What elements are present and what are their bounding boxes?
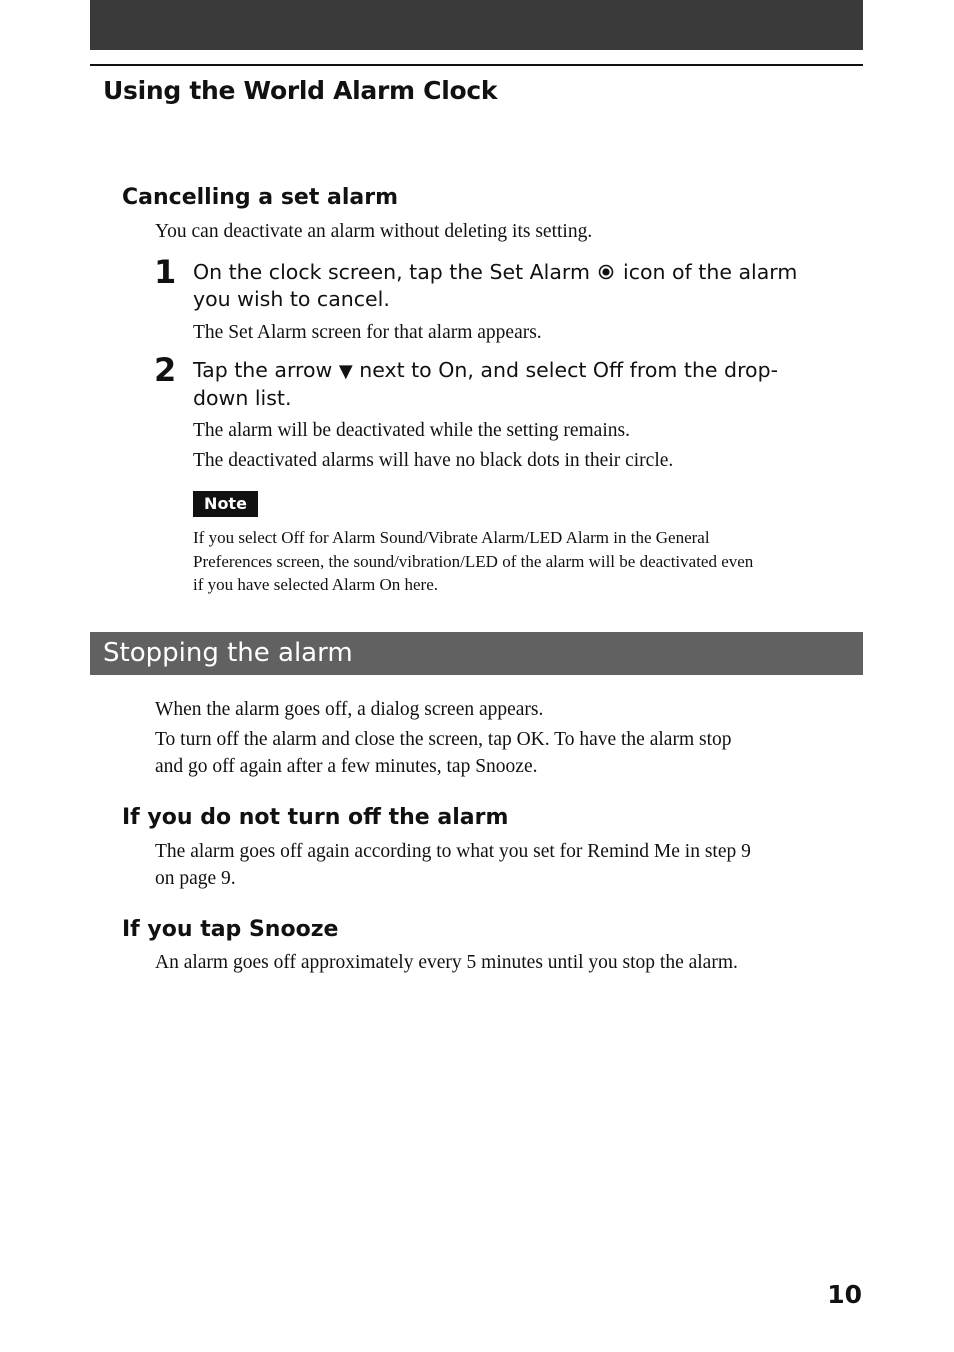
heading-not-turn-off: If you do not turn off the alarm xyxy=(122,805,509,830)
not-turn-off-line2: on page 9. xyxy=(155,868,236,889)
header-bar xyxy=(90,0,863,50)
stopping-p2-line1: To turn off the alarm and close the screen, tap OK. To have the alarm stop xyxy=(155,729,732,750)
page-number: 10 xyxy=(827,1280,862,1309)
not-turn-off-text xyxy=(155,838,855,892)
step-1-result: The Set Alarm screen for that alarm appears. xyxy=(193,322,542,343)
not-turn-off-line1: The alarm goes off again according to what you set for Remind Me in step 9 xyxy=(155,841,751,862)
step-1-text-b: icon of the alarm xyxy=(623,260,798,284)
step-2-result-1: The alarm will be deactivated while the setting remains. xyxy=(193,420,630,441)
step-2-result-2: The deactivated alarms will have no black dots in their circle. xyxy=(193,450,674,471)
step-2-number: 2 xyxy=(154,351,177,389)
step-2-text xyxy=(193,357,853,412)
heading-cancelling: Cancelling a set alarm xyxy=(122,185,399,210)
cancelling-intro: You can deactivate an alarm without deleting its setting. xyxy=(155,221,593,242)
note-badge: Note xyxy=(193,491,258,517)
header-rule xyxy=(90,64,863,66)
step-1-text xyxy=(193,259,853,313)
note-text xyxy=(193,526,868,597)
heading-snooze: If you tap Snooze xyxy=(122,917,339,942)
step-1-text-a: On the clock screen, tap the Set Alarm xyxy=(193,260,590,284)
note-line-2: Preferences screen, the sound/vibration/LED of the alarm will be deactivated even xyxy=(193,551,754,571)
snooze-text: An alarm goes off approximately every 5 minutes until you stop the alarm. xyxy=(155,952,738,973)
stopping-p2 xyxy=(155,726,855,780)
section-title: Stopping the alarm xyxy=(103,638,353,668)
step-1-number: 1 xyxy=(154,253,177,291)
stopping-p1: When the alarm goes off, a dialog screen appears. xyxy=(155,699,544,720)
step-2-text-line2: down list. xyxy=(193,386,292,410)
step-2-text-a: Tap the arrow xyxy=(193,358,333,382)
chapter-title: Using the World Alarm Clock xyxy=(103,76,498,105)
note-line-3: if you have selected Alarm On here. xyxy=(193,575,438,594)
note-line-1: If you select Off for Alarm Sound/Vibrate Alarm/LED Alarm in the General xyxy=(193,528,710,547)
stopping-p2-line2: and go off again after a few minutes, tap Snooze. xyxy=(155,756,538,777)
set-alarm-icon xyxy=(598,260,614,276)
step-2-text-b: next to On, and select Off from the drop- xyxy=(359,358,779,382)
step-1-text-line2: you wish to cancel. xyxy=(193,287,390,311)
dropdown-arrow-icon: ▼ xyxy=(338,361,353,382)
